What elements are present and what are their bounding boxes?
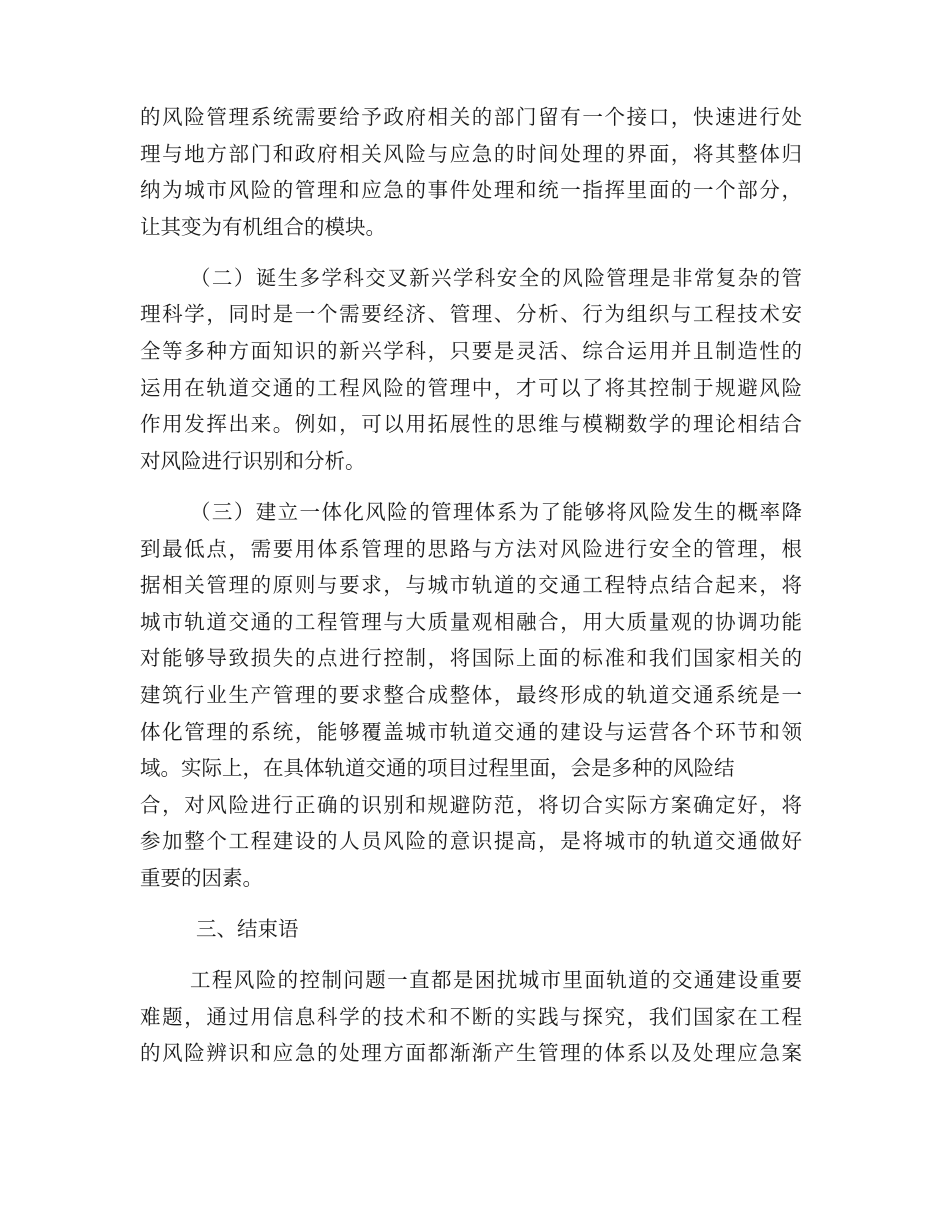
text-line: 体化管理的系统，能够覆盖城市轨道交通的建设与运营各个环节和领 xyxy=(140,719,802,744)
text-line: 的风险管理系统需要给予政府相关的部门留有一个接口，快速进行处 xyxy=(140,105,802,129)
text-line: 合，对风险进行正确的识别和规避防范，将切合实际方案确定好，将 xyxy=(140,792,802,817)
paragraph xyxy=(140,494,802,897)
text-line: 运用在轨道交通的工程风险的管理中，才可以了将其控制于规避风险 xyxy=(140,375,802,400)
text-line: 城市轨道交通的工程管理与大质量观相融合，用大质量观的协调功能 xyxy=(140,609,802,634)
text-line: 对能够导致损失的点进行控制，将国际上面的标准和我们国家相关的 xyxy=(140,646,802,671)
document-page xyxy=(140,99,802,1072)
text-line: 理科学，同时是一个需要经济、管理、分析、行为组织与工程技术安 xyxy=(140,302,802,327)
paragraph xyxy=(140,99,802,245)
text-line: 建筑行业生产管理的要求整合成整体，最终形成的轨道交通系统是一 xyxy=(140,682,802,707)
text-line: 对风险进行识别和分析。 xyxy=(140,448,366,473)
text-line: 全等多种方面知识的新兴学科，只要是灵活、综合运用并且制造性的 xyxy=(140,339,802,364)
text-line: 难题，通过用信息科学的技术和不断的实践与探究，我们国家在工程 xyxy=(140,1004,802,1029)
section-heading xyxy=(140,911,802,948)
text-line: 重要的因素。 xyxy=(140,865,263,890)
text-line: 到最低点，需要用体系管理的思路与方法对风险进行安全的管理，根 xyxy=(140,536,802,561)
paragraph xyxy=(140,260,802,480)
text-line: （二）诞生多学科交叉新兴学科安全的风险管理是非常复杂的管 xyxy=(190,265,802,290)
text-line: （三）建立一体化风险的管理体系为了能够将风险发生的概率降 xyxy=(190,499,802,524)
text-line: 据相关管理的原则与要求，与城市轨道的交通工程特点结合起来，将 xyxy=(140,573,802,598)
text-line: 纳为城市风险的管理和应急的事件处理和统一指挥里面的一个部分， xyxy=(140,178,802,203)
text-line: 理与地方部门和政府相关风险与应急的时间处理的界面，将其整体归 xyxy=(140,141,802,166)
text-line: 域。实际上，在具体轨道交通的项目过程里面，会是多种的风险结 xyxy=(140,756,735,781)
text-line: 作用发挥出来。例如，可以用拓展性的思维与模糊数学的理论相结合 xyxy=(140,412,802,437)
text-line: 让其变为有机组合的模块。 xyxy=(140,214,386,239)
text-line: 的风险辨识和应急的处理方面都渐渐产生管理的体系以及处理应急案 xyxy=(140,1041,802,1066)
text-line: 参加整个工程建设的人员风险的意识提高，是将城市的轨道交通做好 xyxy=(140,829,802,854)
text-line: 工程风险的控制问题一直都是困扰城市里面轨道的交通建设重要 xyxy=(190,968,802,993)
paragraph xyxy=(140,962,802,1072)
heading-text: 三、结束语 xyxy=(196,916,299,941)
